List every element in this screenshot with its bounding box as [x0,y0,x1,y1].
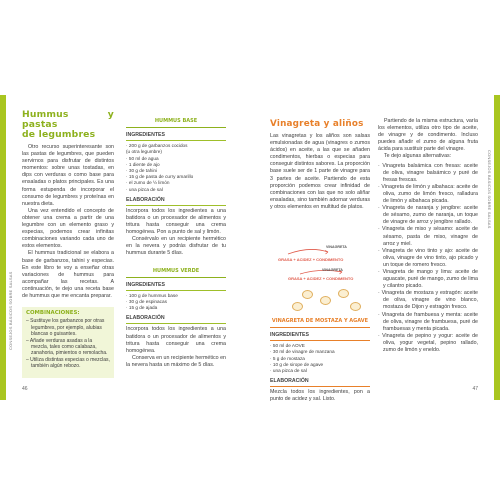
ingredients-label: INGREDIENTES [126,281,165,288]
oil-drop-icon [338,289,349,298]
hummus-recipes-column [126,118,226,369]
combination-item: – Añade verduras asadas a la mezcla, tales como calabaza, zanahoria, pimientos o remolacha. [26,337,108,357]
side-label: CONSEJOS BÁSICOS SOBRE SALSAS [8,271,13,350]
list-item: · Vinagreta de mango y lima: aceite de aguacate, puré de mango, zumo de lima y cilantro picado. [378,268,478,290]
oil-drop-icon [292,302,303,311]
diagram-label: VINAGRETA [326,245,347,249]
vinaigrette-diagram [270,242,370,317]
hummus-verde-heading: HUMMUS VERDE [126,268,226,278]
preparation-label: ELABORACIÓN [270,378,309,385]
green-side-tab [0,95,6,400]
oil-drop-icon [302,290,313,299]
list-item: · Vinagreta balsámica con fresas: aceite de oliva, vinagre balsámico y puré de fresas frescas. [378,162,478,183]
combination-item: – Sustituye los garbanzos por otras legumbres, por ejemplo, alubias blancas o guisantes. [26,318,105,338]
diagram-label: VINAGRETA [322,268,343,272]
list-item: · Vinagreta de mostaza y estragón: aceite de oliva, vinagre de vino blanco, mostaza de Dijon y estragón fresco. [378,290,478,311]
side-label: CONSEJOS BÁSICOS SOBRE SALSAS [487,150,492,229]
preparation-label: ELABORACIÓN [126,196,165,203]
oil-drop-icon [350,302,361,311]
combinations-box [22,307,114,378]
preparation-text: Incorpora todos los ingredientes a una batidora o un procesador de alimentos y tritura hasta conseguir una crema homogénea. Pon a punto de sal y limón. Consérvalo en un recipiente hermético en la nevera y podrás disfrutar de tu hummus durante 5 días. [126,207,226,257]
vinagreta-intro-column [270,119,370,211]
hummus-intro-column [22,110,114,300]
alternatives-list [378,163,478,355]
section-title: Vinagreta y aliños [270,119,364,129]
intro-paragraph: Una vez entendido el concepto de obtener una crema a partir de una legumbre con un elemento graso y especias, podemos crear infinitas combinaciones variando cada uno de estos elementos. [22,207,114,250]
green-side-tab [494,95,500,400]
page-number: 47 [472,386,478,392]
diagram-formula: GRASA + ACIDEZ + CONDIMENTO [278,257,344,262]
list-item: · Vinagreta de miso y sésamo: aceite de sésamo, pasta de miso, vinagre de arroz y miel. [378,226,478,247]
alternatives-intro: Te dejo algunas alternativas: [384,153,452,160]
preparation-text: Incorpora todos los ingredientes a una batidora o un procesador de alimentos y tritura hasta conseguir una crema homogénea. Conserva en un recipiente hermético en la nevera hasta un máximo de 5 días. [126,326,226,368]
hummus-base-heading: HUMMUS BASE [126,118,226,128]
list-item: · Vinagreta de frambuesa y menta: aceite de oliva, vinagre de frambuesa, puré de frambuesas y menta picada. [378,311,478,332]
combinations-title: COMBINACIONES: [26,310,80,316]
list-item: · Vinagreta de naranja y jengibre: aceite de sésamo, zumo de naranja, un toque de vinagre de arroz y jengibre rallado. [378,205,478,226]
combination-item: – Utiliza distintas especias o mezclas, también algún rebozo. [26,356,110,370]
alternatives-column [378,118,478,354]
right-page [250,0,500,500]
ingredients-list: · 50 ml de AOVE · 30 ml de vinagre de manzana · 5 g de mostaza · 10 g de sirope de agave · una pizca de sal [270,343,335,373]
ingredients-list: · 100 g de hummus base · 30 g de espinacas · 15 g de ajada [126,292,178,311]
intro-paragraph: El hummus tradicional se elabora a base de garbanzos, tahini y especias. En este libro te voy a enseñar otras variaciones de hummus para acompañar las recetas. A continuación, te dejo una receta base de hummus que me encanta preparar. [22,250,114,299]
preparation-text: Mezcla todos los ingredientes, pon a punto de acidez y sal. Listo. [270,389,370,403]
page-number: 46 [22,386,28,392]
ingredients-label: INGREDIENTES [126,132,165,139]
intro-paragraph: Las vinagretas y los aliños son salsas emulsionadas de agua (vinagres o zumos ácidos) en aceite, a las que se añaden condimentos, hierbas o especias para conseguir distintos sabores. La proporción base suele ser de 1 parte de vinagre para 3 partes de aceite. Partiendo de esta proporción podemos crear infinidad de combinaciones con las que no solo aliñar ensaladas, sino también adornar verduras y otros elementos en multitud de platos. [270,133,370,210]
list-item: · Vinagreta de vino tinto y ajo: aceite de oliva, vinagre de vino tinto, ajo picado y un toque de romero fresco. [378,247,478,268]
oil-drop-icon [320,296,331,305]
list-item: · Vinagreta de limón y albahaca: aceite de oliva, zumo de limón fresco, ralladura de limón y albahaca picada. [378,183,478,205]
mostaza-recipe [270,318,370,403]
list-item: · Vinagreta de pepino y yogur: aceite de oliva, yogur vegetal, pepino rallado, zumo de limón y eneldo. [378,332,478,353]
ingredients-label: INGREDIENTES [270,332,309,339]
mostaza-heading: VINAGRETA DE MOSTAZA Y AGAVE [270,318,370,328]
alternatives-intro: Partiendo de la misma estructura, varía los elementos, utiliza otro tipo de aceite, de vinagre y de condimento. Incluso puedes añadir el zumo de alguna fruta ácida para sustituir parte del vinagre. [378,118,478,153]
intro-paragraph: Otro recurso superinteresante son las pastas de legumbres, que pueden servirnos para disfrutar de distintos momentos: sobre unas tostadas, en dips con verduras o como base para ensaladas o platos principales. Es una forma estupenda de incorporar el consumo de legumbres y proteínas en nuestra dieta. [22,144,114,207]
ingredients-list: · 200 g de garbanzos cocidos (u otra legumbre) · 50 ml de agua · 1 diente de ajo · 30 g de tahini · 15 g de pasta de curry amarillo · el zumo de ½ limón · una pizca de sal [126,143,194,192]
section-title: Hummus y pastas de legumbres [22,109,114,140]
diagram-formula: GRASA + ACIDEZ + CONDIMENTO [288,276,354,281]
preparation-label: ELABORACIÓN [126,315,165,322]
